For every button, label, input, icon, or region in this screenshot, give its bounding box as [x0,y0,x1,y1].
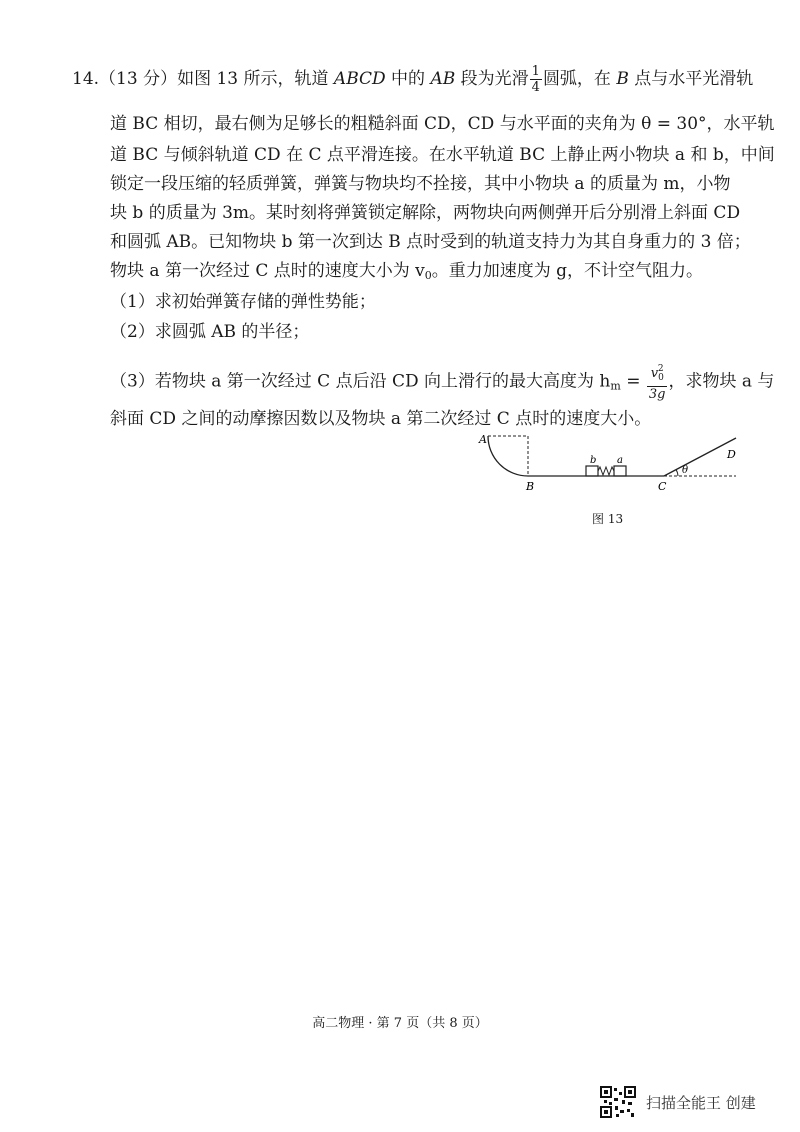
problem-line-2: 道 BC 相切，最右侧为足够长的粗糙斜面 CD，CD 与水平面的夹角为 θ = 30°，水平轨 [110,114,775,134]
incline-cd [664,438,736,476]
block-a [614,466,626,476]
text-segment: 14.（13 分）如图 13 所示，轨道 [72,69,334,89]
label-block-a: a [617,455,623,466]
figure-13-diagram [474,430,744,505]
label-block-b: b [590,455,597,466]
scanner-watermark [600,1086,790,1118]
problem-line-7: 物块 a 第一次经过 C 点时的速度大小为 $v_0$。重力加速度为 g，不计空气阻力。 [110,261,704,282]
label-point-d: D [727,448,736,461]
arc-ab [488,436,528,476]
question-2: （2）求圆弧 AB 的半径； [110,322,310,342]
text-segment: 中的 [385,69,431,89]
block-b [586,466,598,476]
label-point-b: B [526,480,535,493]
label-point-a: A [479,433,487,446]
label-point-c: C [658,480,667,493]
track-label: ABCD [333,69,386,89]
point-label: B [616,69,629,89]
figure-caption: 图 13 [592,512,624,526]
question-3-line-2: 斜面 CD 之间的动摩擦因数以及物块 a 第二次经过 C 点时的速度大小。 [110,409,652,429]
page-footer: 高二物理 · 第 7 页（共 8 页） [312,1016,488,1031]
watermark-text: 扫描全能王 创建 [646,1094,756,1112]
quarter-fraction: $\frac{1}{4}$ [531,64,540,95]
problem-line-5: 块 b 的质量为 3m。某时刻将弹簧锁定解除，两物块向两侧弹开后分别滑上斜面 CD [110,203,741,223]
max-height-fraction: $\frac{v_0^2}{3g}$ [648,364,666,402]
text-segment: 段为光滑 [455,69,529,89]
problem-line-4: 锁定一段压缩的轻质弹簧，弹簧与物块均不拴接，其中小物块 a 的质量为 m，小物 [110,174,731,194]
label-theta: θ [682,465,689,476]
angle-arc [676,470,678,477]
question-1: （1）求初始弹簧存储的弹性势能； [110,292,376,312]
spring [598,467,614,475]
problem-line-6: 和圆弧 AB。已知物块 b 第一次到达 B 点时受到的轨道支持力为其自身重力的 3 倍； [110,232,751,252]
text-segment: 点与水平光滑轨 [628,69,754,89]
qr-code-icon [600,1086,636,1118]
problem-line-3: 道 BC 与倾斜轨道 CD 在 C 点平滑连接。在水平轨道 BC 上静止两小物块 a 和 b，中间 [110,145,775,165]
question-3: （3）若物块 a 第一次经过 C 点后沿 CD 向上滑行的最大高度为 $h_m$ = $\frac{v_0^2}{3g}$ ，求物块 a 与 [110,364,775,402]
segment-label: AB [430,69,456,89]
problem-line-1 [72,64,753,95]
text-segment: 圆弧，在 [542,69,617,89]
